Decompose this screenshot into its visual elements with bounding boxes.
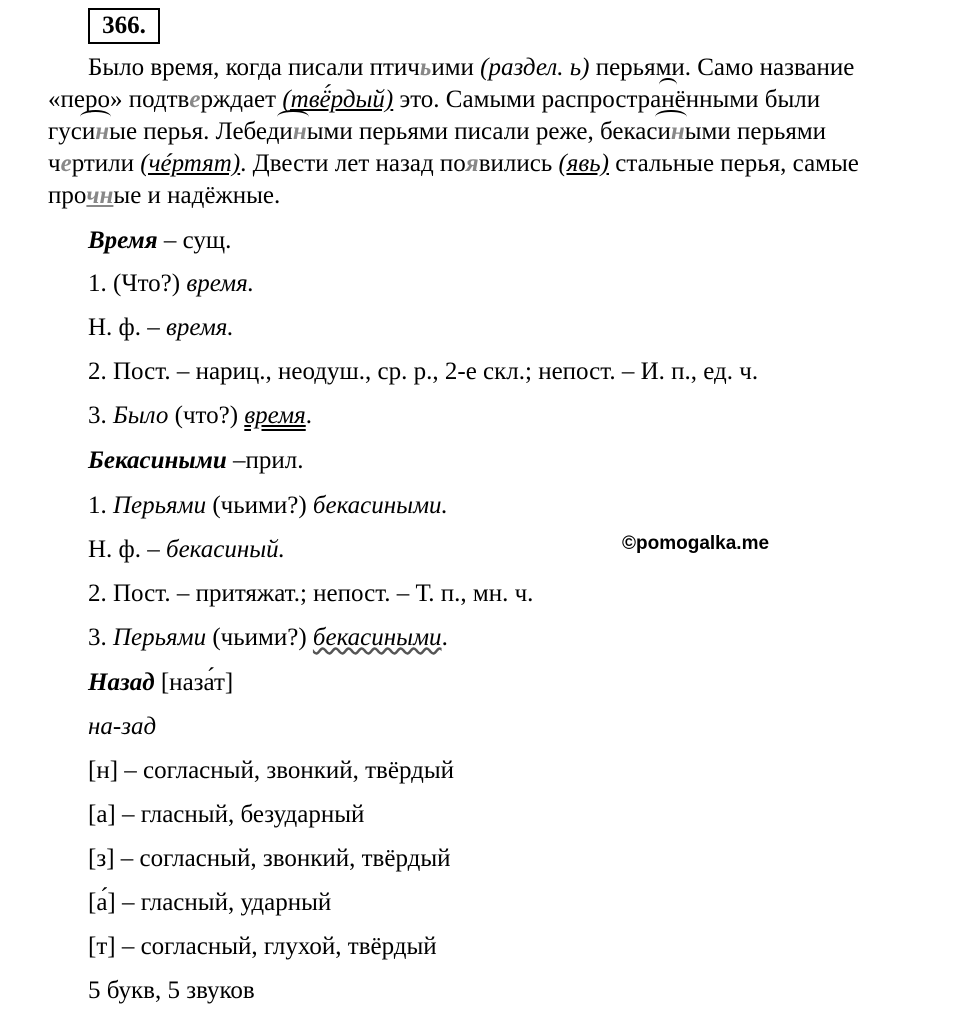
nazad-syllables: на-зад — [88, 713, 157, 740]
watermark: ©pomogalka.me — [622, 533, 770, 554]
text-line-4: чертили (чéртят). Двести лет назад появились (явь) стальные перья, самые — [48, 150, 859, 177]
sound-z: [з] – согласный, звонкий, твёрдый — [88, 845, 451, 872]
text-line-1: Было время, когда писали птичьими (раздел. ь) перьями. Само название — [88, 54, 855, 81]
vremya-initial-form: Н. ф. – время. — [88, 314, 234, 341]
bekas-heading: Бекасиными –прил. — [88, 447, 304, 474]
sound-n: [н] – согласный, звонкий, твёрдый — [88, 757, 455, 784]
exercise-text — [48, 52, 950, 212]
vremya-heading: Время – сущ. — [88, 227, 232, 254]
sound-t: [т] – согласный, глухой, твёрдый — [88, 933, 437, 960]
bekas-initial-form: Н. ф. – бекасиный. — [88, 536, 285, 563]
bekas-step-1: 1. Перьями (чьими?) бекасиными. — [88, 492, 448, 519]
exercise-number: 366. — [88, 8, 160, 44]
text-line-5: прочные и надёжные. — [48, 182, 281, 209]
bekas-step-2: 2. Пост. – притяжат.; непост. – Т. п., мн. ч. — [88, 580, 534, 607]
nazad-heading: Назад [наза́т] — [88, 669, 234, 696]
vremya-step-2: 2. Пост. – нариц., неодуш., ср. р., 2-е скл.; непост. – И. п., ед. ч. — [88, 358, 759, 385]
vremya-step-3: 3. Было (что?) время. — [88, 402, 312, 429]
letters-sounds-count: 5 букв, 5 звуков — [88, 977, 255, 1004]
text-line-2: «перо» подтверждает (твё́рдый) это. Самыми распространёнными были — [48, 84, 950, 116]
sound-a: [а] – гласный, безударный — [88, 801, 365, 828]
vremya-step-1: 1. (Что?) время. — [88, 270, 254, 297]
text-line-3: гусиные перья. Лебедиными перьями писали реже, бекасиными перьями — [48, 116, 950, 148]
bekas-step-3: 3. Перьями (чьими?) бекасиными. — [88, 624, 448, 651]
sound-a-stressed: [а́] – гласный, ударный — [88, 889, 332, 916]
